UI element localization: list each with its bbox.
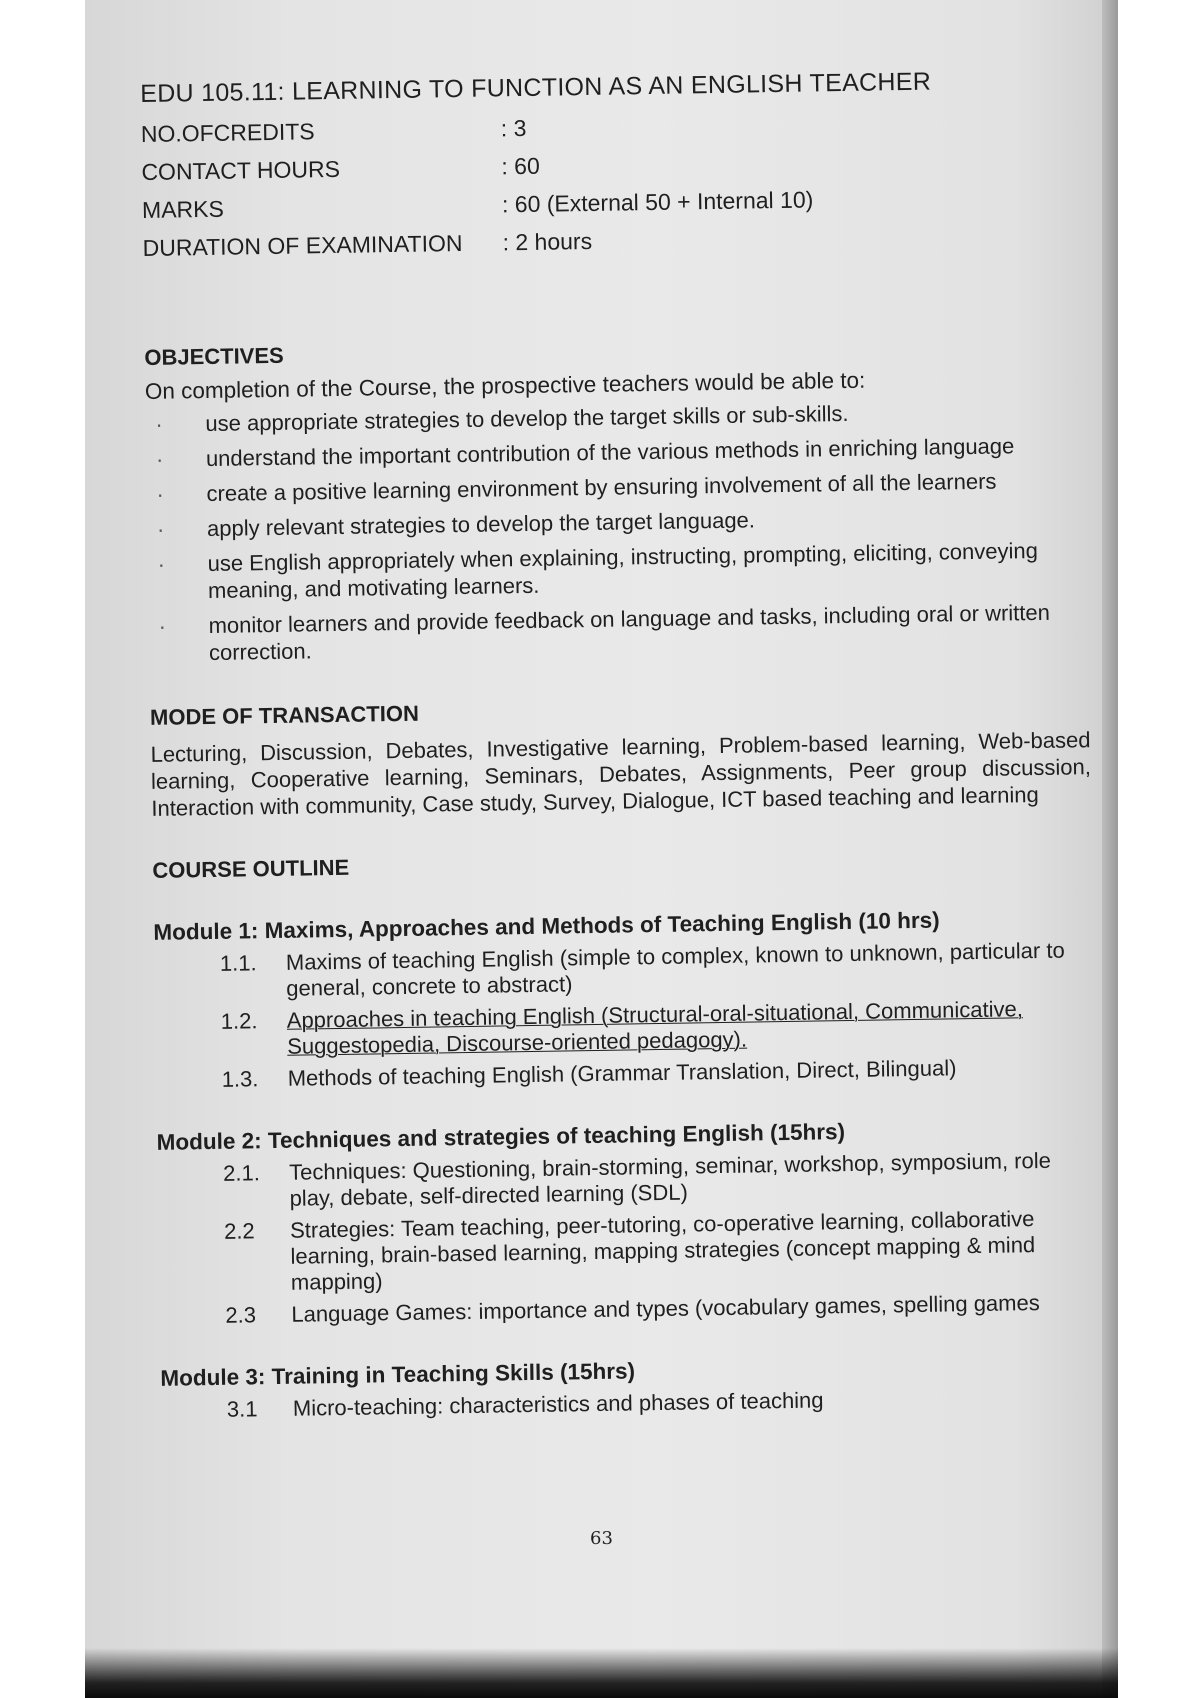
course-outline-section	[152, 843, 1101, 1424]
document-page	[85, 0, 1118, 1698]
module-title: Module 1: Maxims, Approaches and Methods of Teaching English (10 hrs)	[153, 907, 940, 945]
subitem-text: Strategies: Team teaching, peer-tutoring, co-operative learning, collaborative learning, brain-based learning, mapping strategies (concept mapping & mind mapping)	[289, 1206, 1036, 1295]
mode-of-transaction-section	[150, 690, 1092, 822]
mode-heading: MODE OF TRANSACTION	[149, 700, 420, 730]
objectives-list	[145, 396, 1089, 667]
page-number: 63	[590, 1528, 613, 1549]
objective-item: · use appropriate strategies to develop the target skills or sub-skills.	[205, 396, 1085, 437]
module-subitem	[157, 1147, 1098, 1214]
subitem-number: 1.1.	[219, 950, 257, 976]
meta-label: NO.OFCREDITS	[140, 118, 315, 147]
module-block	[160, 1351, 1101, 1424]
objectives-section	[144, 330, 1089, 667]
meta-value: : 60	[501, 152, 540, 180]
subitem-number: 2.3	[225, 1302, 257, 1328]
objective-item: · monitor learners and provide feedback on language and tasks, including oral or written correction.	[208, 598, 1089, 666]
subitem-number: 3.1	[226, 1396, 258, 1422]
meta-value: : 3	[500, 114, 527, 142]
page-content	[140, 65, 1101, 1424]
meta-label: DURATION OF EXAMINATION	[142, 229, 463, 261]
subitem-text: Micro-teaching: characteristics and phases of teaching	[292, 1387, 824, 1421]
objective-item: · understand the important contribution of the various methods in enriching language	[206, 431, 1086, 472]
adjacent-page-edge	[1102, 0, 1118, 1698]
mode-text: Lecturing, Discussion, Debates, Investigative learning, Problem-based learning, Web-based learning, Cooperative learning, Seminars, Debates, Assignments, Peer group discussion, Interaction with community, Case study, Survey, Dialogue, ICT based teaching and learning	[150, 727, 1092, 821]
subitem-number: 1.3.	[221, 1066, 259, 1092]
objectives-intro: On completion of the Course, the prospective teachers would be able to:	[144, 367, 866, 404]
module-subitem	[155, 995, 1096, 1062]
outline-heading: COURSE OUTLINE	[152, 854, 350, 883]
subitem-text: Language Games: importance and types (vocabulary games, spelling games	[291, 1290, 1040, 1327]
subitem-text: Maxims of teaching English (simple to complex, known to unknown, particular to general, concrete to abstract)	[285, 937, 1065, 1001]
meta-value: : 60 (External 50 + Internal 10)	[501, 186, 814, 218]
meta-label: CONTACT HOURS	[141, 155, 341, 185]
objective-item: · use English appropriately when explaining, instructing, prompting, eliciting, conveying meaning, and motivating learners.	[207, 536, 1088, 604]
module-title: Module 3: Training in Teaching Skills (15hrs)	[160, 1358, 636, 1391]
objective-item: · create a positive learning environment by ensuring involvement of all the learners	[206, 466, 1086, 507]
subitem-text: Techniques: Questioning, brain-storming, seminar, workshop, symposium, role play, debate, self-directed learning (SDL)	[288, 1147, 1052, 1211]
module-title: Module 2: Techniques and strategies of teaching English (15hrs)	[156, 1119, 846, 1155]
module-block	[153, 905, 1096, 1094]
subitem-text: Approaches in teaching English (Structural-oral-situational, Communicative, Suggestopedia, Discourse-oriented pedagogy).	[286, 996, 1024, 1059]
module-subitem	[154, 937, 1095, 1004]
module-block	[156, 1115, 1099, 1330]
meta-label: MARKS	[141, 195, 225, 223]
subitem-text: Methods of teaching English (Grammar Translation, Direct, Bilingual)	[287, 1055, 957, 1091]
course-meta	[141, 100, 1083, 267]
subitem-number: 2.2	[223, 1218, 255, 1244]
objectives-heading: OBJECTIVES	[144, 342, 284, 370]
photo-bottom-shadow	[85, 1648, 1118, 1698]
subitem-number: 1.2.	[220, 1008, 258, 1034]
meta-value: : 2 hours	[502, 227, 593, 256]
subitem-number: 2.1.	[222, 1160, 261, 1186]
objective-item: · apply relevant strategies to develop the target language.	[207, 501, 1087, 542]
module-subitem	[158, 1205, 1099, 1298]
course-title: EDU 105.11: LEARNING TO FUNCTION AS AN ENGLISH TEACHER	[140, 67, 932, 108]
